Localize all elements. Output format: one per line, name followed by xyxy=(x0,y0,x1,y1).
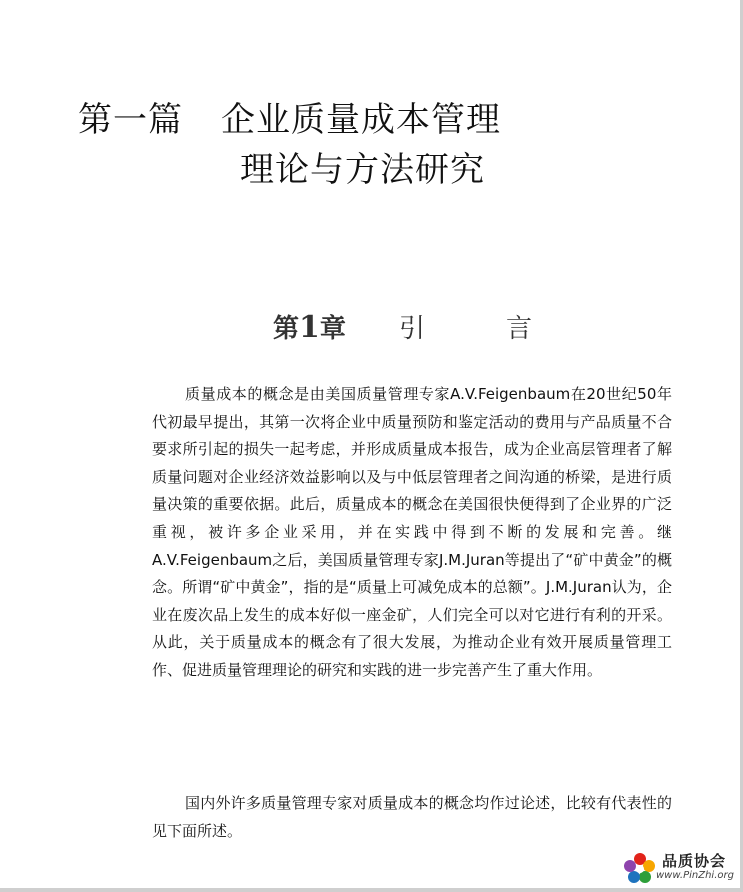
watermark-name: 品质协会 xyxy=(662,852,727,870)
chapter-number: 1 xyxy=(299,310,320,345)
chapter-word-1: 引 xyxy=(399,314,426,344)
flower-logo-icon xyxy=(620,848,660,888)
part-subtitle: 理论与方法研究 xyxy=(240,150,485,190)
part-title-line1: 企业质量成本管理 xyxy=(221,100,501,140)
part-title xyxy=(78,92,501,141)
page-bottom-edge xyxy=(0,888,743,892)
chapter-prefix: 第 xyxy=(273,314,300,344)
chapter-word-2: 言 xyxy=(506,314,533,344)
part-label: 第一篇 xyxy=(78,100,183,140)
chapter-suffix: 章 xyxy=(319,314,346,344)
body-paragraph-1: 质量成本的概念是由美国质量管理专家A.V.Feigenbaum在20世纪50年代初最早提出，其第一次将企业中质量预防和鉴定活动的费用与产品质量不合要求所引起的损失一起考虑，并形成质量成本报告，成为企业高层管理者了解质量问题对企业经济效益影响以及与中低层管理者之间沟通的桥梁，是进行质量决策的重要依据。此后，质量成本的概念在美国很快便得到了企业界的广泛重视，被许多企业采用，并在实践中得到不断的发展和完善。继A.V.Feigenbaum之后，美国质量管理专家J.M.Juran等提出了“矿中黄金”的概念。所谓“矿中黄金”，指的是“质量上可减免成本的总额”。J.M.Juran认为，企业在废次品上发生的成本好似一座金矿，人们完全可以对它进行有利的开采。从此，关于质量成本的概念有了很大发展，为推动企业有效开展质量管理工作、促进质量管理理论的研究和实践的进一步完善产生了重大作用。 xyxy=(152,385,672,679)
body-paragraph-2: 国内外许多质量管理专家对质量成本的概念均作过论述，比较有代表性的见下面所述。 xyxy=(152,794,672,840)
chapter-title xyxy=(273,308,533,345)
watermark-url: www.PinZhi.org xyxy=(656,870,734,881)
site-watermark xyxy=(620,848,740,888)
